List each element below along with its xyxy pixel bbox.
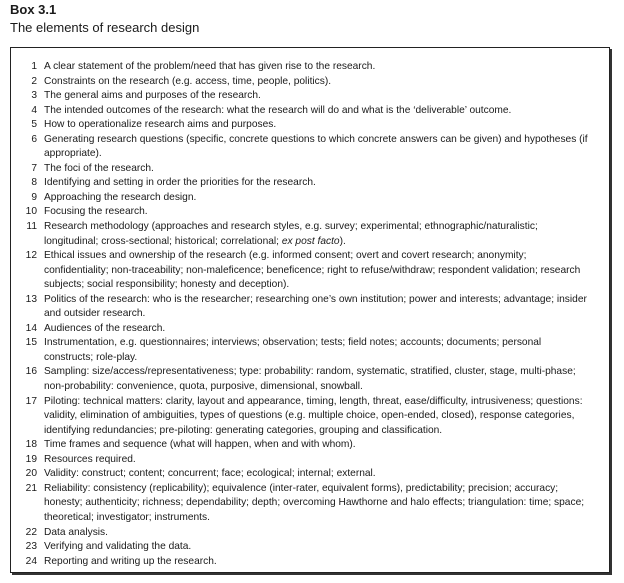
item-text bbox=[44, 220, 609, 249]
item-text: Politics of the research: who is the researcher; researching one’s own institution; power and interests; advantage; insider and outsider research. bbox=[44, 293, 587, 320]
item-number: 19 bbox=[25, 453, 37, 465]
list-item bbox=[11, 467, 609, 482]
item-number: 7 bbox=[31, 162, 37, 174]
item-text: Validity: construct; content; concurrent; face; ecological; internal; external. bbox=[44, 468, 376, 480]
list-item bbox=[11, 482, 609, 526]
item-text: Time frames and sequence (what will happen, when and with whom). bbox=[44, 439, 356, 451]
list-item bbox=[11, 60, 609, 75]
item-text: Verifying and validating the data. bbox=[44, 541, 192, 553]
item-text: Constraints on the research (e.g. access, time, people, politics). bbox=[44, 75, 332, 87]
item-text: Piloting: technical matters: clarity, layout and appearance, timing, length, threat, ease/difficulty, intrusiveness; questions: validity, elimination of ambiguities, types of questions (e.g. multiple choice, open-ended, closed), response categories, identifying redundancies; pre-piloting: generating categories, grouping and classification. bbox=[44, 395, 583, 436]
item-number: 4 bbox=[31, 104, 37, 116]
item-text: Data analysis. bbox=[44, 526, 108, 538]
item-number: 18 bbox=[25, 439, 37, 451]
list-item bbox=[11, 526, 609, 541]
item-number: 10 bbox=[25, 206, 37, 218]
list-item bbox=[11, 118, 609, 133]
box-title: The elements of research design bbox=[10, 20, 200, 35]
item-number: 23 bbox=[25, 541, 37, 553]
item-text-tail: ). bbox=[339, 235, 346, 247]
item-number: 16 bbox=[25, 366, 37, 378]
list-item bbox=[11, 322, 609, 337]
item-text-main: Research methodology (approaches and research styles, e.g. survey; experimental; ethnographic/naturalistic; longitudinal; cross-sectional; historical; correlational; bbox=[44, 221, 538, 247]
list-item bbox=[11, 205, 609, 220]
elements-box bbox=[10, 47, 610, 573]
item-text: How to operationalize research aims and purposes. bbox=[44, 119, 277, 131]
item-number: 8 bbox=[31, 177, 37, 189]
item-number: 11 bbox=[26, 221, 37, 233]
list-item bbox=[11, 336, 609, 365]
list-item bbox=[11, 453, 609, 468]
box-label: Box 3.1 bbox=[10, 2, 57, 17]
item-number: 2 bbox=[31, 75, 37, 87]
item-number: 9 bbox=[31, 191, 37, 203]
list-item bbox=[11, 191, 609, 206]
list-item bbox=[11, 104, 609, 119]
item-number: 12 bbox=[25, 250, 37, 262]
list-item bbox=[11, 365, 609, 394]
item-text: Identifying and setting in order the priorities for the research. bbox=[44, 177, 316, 189]
item-text: The general aims and purposes of the research. bbox=[44, 90, 261, 102]
item-text: The intended outcomes of the research: what the research will do and what is the ‘deliverable’ outcome. bbox=[44, 104, 512, 116]
list-item bbox=[11, 133, 609, 162]
item-number: 20 bbox=[25, 468, 37, 480]
item-number: 21 bbox=[25, 482, 37, 494]
item-text: Generating research questions (specific, concrete questions to which concrete answers can be given) and hypotheses (if appropriate). bbox=[44, 133, 588, 160]
list-item bbox=[11, 89, 609, 104]
item-text-italic: ex post facto bbox=[281, 235, 340, 247]
item-number: 14 bbox=[25, 322, 37, 334]
item-number: 24 bbox=[25, 555, 37, 567]
list-item bbox=[11, 220, 609, 249]
list-item bbox=[11, 540, 609, 555]
item-text: Reporting and writing up the research. bbox=[44, 555, 217, 567]
item-text: Instrumentation, e.g. questionnaires; interviews; observation; tests; field notes; accounts; documents; personal constructs; role-play. bbox=[44, 337, 542, 363]
list-item bbox=[11, 438, 609, 453]
item-text: Focusing the research. bbox=[44, 206, 148, 218]
item-number: 22 bbox=[25, 526, 37, 538]
list-item bbox=[11, 395, 609, 439]
item-number: 15 bbox=[25, 337, 37, 349]
item-number: 3 bbox=[31, 90, 37, 102]
item-number: 13 bbox=[25, 293, 37, 305]
item-text: The foci of the research. bbox=[44, 162, 154, 174]
list-item bbox=[11, 555, 609, 570]
item-number: 1 bbox=[31, 61, 37, 72]
item-text: Audiences of the research. bbox=[44, 322, 166, 334]
item-text: Reliability: consistency (replicability); equivalence (inter-rater, equivalent forms), predictability; precision; accuracy; honesty; authenticity; richness; dependability; depth; overcoming Hawthorne and halo effects; triangulation: time; space; theoretical; investigator; instruments. bbox=[44, 482, 585, 523]
elements-list bbox=[11, 60, 609, 569]
item-text: Approaching the research design. bbox=[44, 191, 197, 203]
item-text: Ethical issues and ownership of the research (e.g. informed consent; overt and covert research; anonymity; confidentiality; non-traceability; non-maleficence; beneficence; right to refuse/withdraw; respondent validation; research subjects; social responsibility; honesty and deception). bbox=[44, 250, 581, 291]
list-item bbox=[11, 176, 609, 191]
item-text: Resources required. bbox=[44, 453, 136, 465]
item-text: A clear statement of the problem/need that has given rise to the research. bbox=[44, 61, 376, 72]
item-text: Sampling: size/access/representativeness; type: probability: random, systematic, stratified, cluster, stage, multi-phase; non-probability: convenience, quota, purposive, dimensional, snowball. bbox=[44, 366, 576, 393]
list-item bbox=[11, 75, 609, 90]
item-number: 5 bbox=[31, 119, 37, 131]
list-item bbox=[11, 249, 609, 293]
item-number: 17 bbox=[25, 395, 37, 407]
item-number: 6 bbox=[31, 133, 37, 145]
list-item bbox=[11, 293, 609, 322]
list-item bbox=[11, 162, 609, 177]
